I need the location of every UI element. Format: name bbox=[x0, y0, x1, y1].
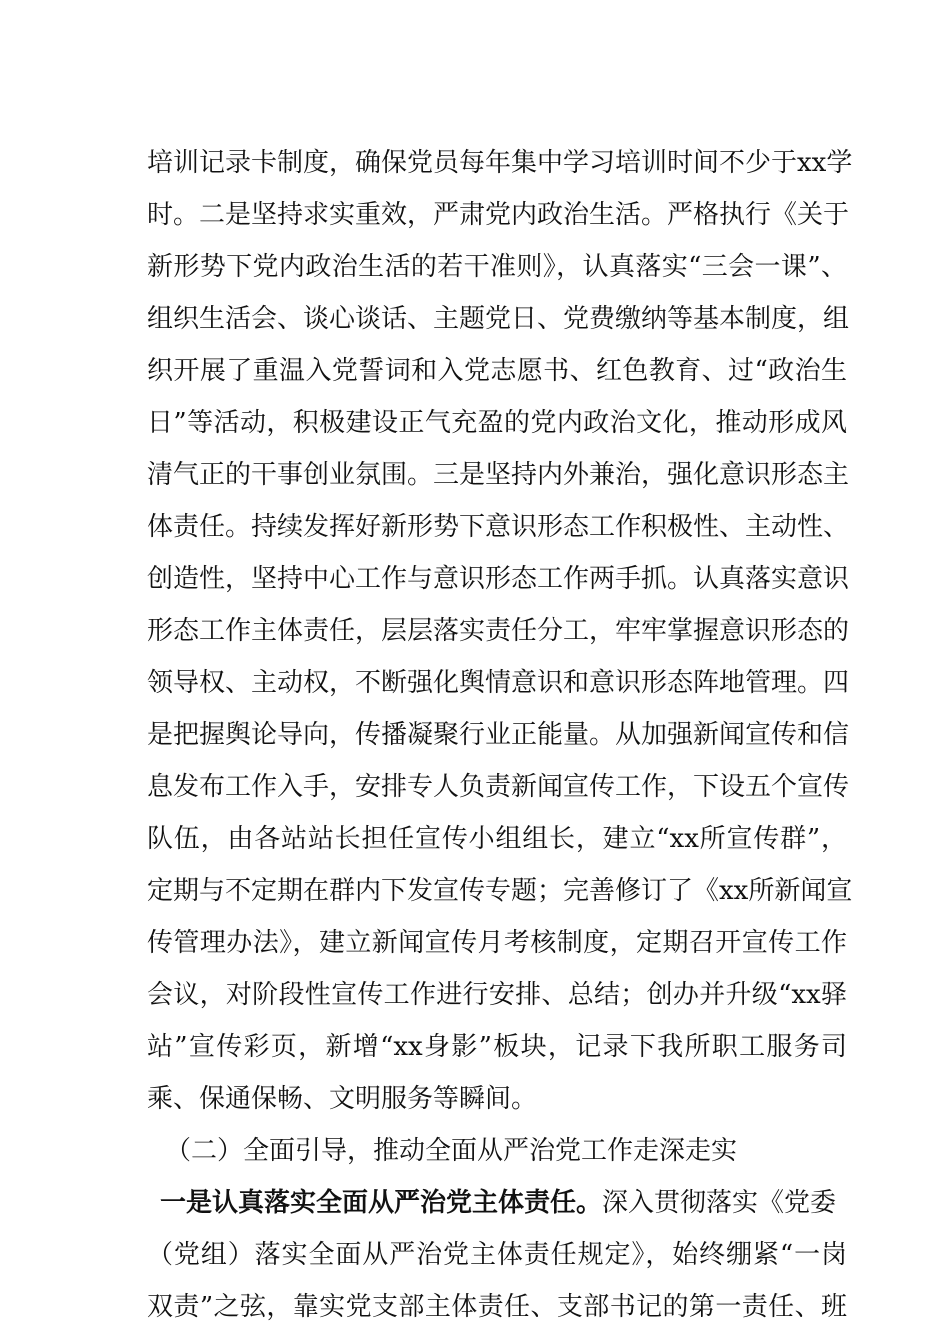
paragraph-1-line-19: 乘、保通保畅、文明服务等瞬间。 bbox=[147, 1084, 538, 1114]
paragraph-1-line-18: 站”宣传彩页，新增“xx身影”板块，记录下我所职工服务司 bbox=[147, 1032, 847, 1062]
paragraph-1-line-8: 体责任。持续发挥好新形势下意识形态工作积极性、主动性、 bbox=[147, 512, 850, 542]
paragraph-1-line-4: 组织生活会、谈心谈话、主题党日、党费缴纳等基本制度，组 bbox=[147, 304, 850, 334]
paragraph-2-line-1-rest: 深入贯彻落实《党委 bbox=[602, 1188, 837, 1218]
paragraph-2-line-2: （党组）落实全面从严治党主体责任规定》，始终绷紧“一岗 bbox=[147, 1240, 847, 1270]
paragraph-1-line-17: 会议，对阶段性宣传工作进行安排、总结；创办并升级“xx驿 bbox=[147, 980, 847, 1010]
paragraph-1-line-13: 息发布工作入手，安排专人负责新闻宣传工作，下设五个宣传 bbox=[147, 772, 850, 802]
paragraph-1-line-7: 清气正的干事创业氛围。三是坚持内外兼治，强化意识形态主 bbox=[147, 460, 850, 490]
paragraph-2-lead-bold: 一是认真落实全面从严治党主体责任。 bbox=[160, 1188, 603, 1218]
paragraph-1-line-10: 形态工作主体责任，层层落实责任分工，牢牢掌握意识形态的 bbox=[147, 616, 850, 646]
paragraph-2-line-1 bbox=[160, 1177, 850, 1229]
paragraph-1-line-2: 时。二是坚持求实重效，严肃党内政治生活。严格执行《关于 bbox=[147, 200, 850, 230]
paragraph-1-line-11: 领导权、主动权，不断强化舆情意识和意识形态阵地管理。四 bbox=[147, 668, 850, 698]
paragraph-1-line-3: 新形势下党内政治生活的若干准则》，认真落实“三会一课”、 bbox=[147, 252, 847, 282]
paragraph-1-line-9: 创造性，坚持中心工作与意识形态工作两手抓。认真落实意识 bbox=[147, 564, 850, 594]
paragraph-1-line-6: 日”等活动，积极建设正气充盈的党内政治文化，推动形成风 bbox=[147, 408, 847, 438]
section-heading: （二）全面引导，推动全面从严治党工作走深走实 bbox=[165, 1136, 738, 1166]
paragraph-1-line-15: 定期与不定期在群内下发宣传专题；完善修订了《xx所新闻宣 bbox=[147, 876, 853, 906]
paragraph-1-line-1: 培训记录卡制度，确保党员每年集中学习培训时间不少于xx学 bbox=[147, 148, 853, 178]
paragraph-1-line-12: 是把握舆论导向，传播凝聚行业正能量。从加强新闻宣传和信 bbox=[147, 720, 850, 750]
paragraph-2-line-3: 双责”之弦，靠实党支部主体责任、支部书记的第一责任、班 bbox=[147, 1292, 847, 1322]
paragraph-1-line-14: 队伍，由各站站长担任宣传小组组长，建立“xx所宣传群”， bbox=[147, 824, 847, 854]
paragraph-1-line-5: 织开展了重温入党誓词和入党志愿书、红色教育、过“政治生 bbox=[147, 356, 847, 386]
paragraph-1-line-16: 传管理办法》，建立新闻宣传月考核制度，定期召开宣传工作 bbox=[147, 928, 847, 958]
